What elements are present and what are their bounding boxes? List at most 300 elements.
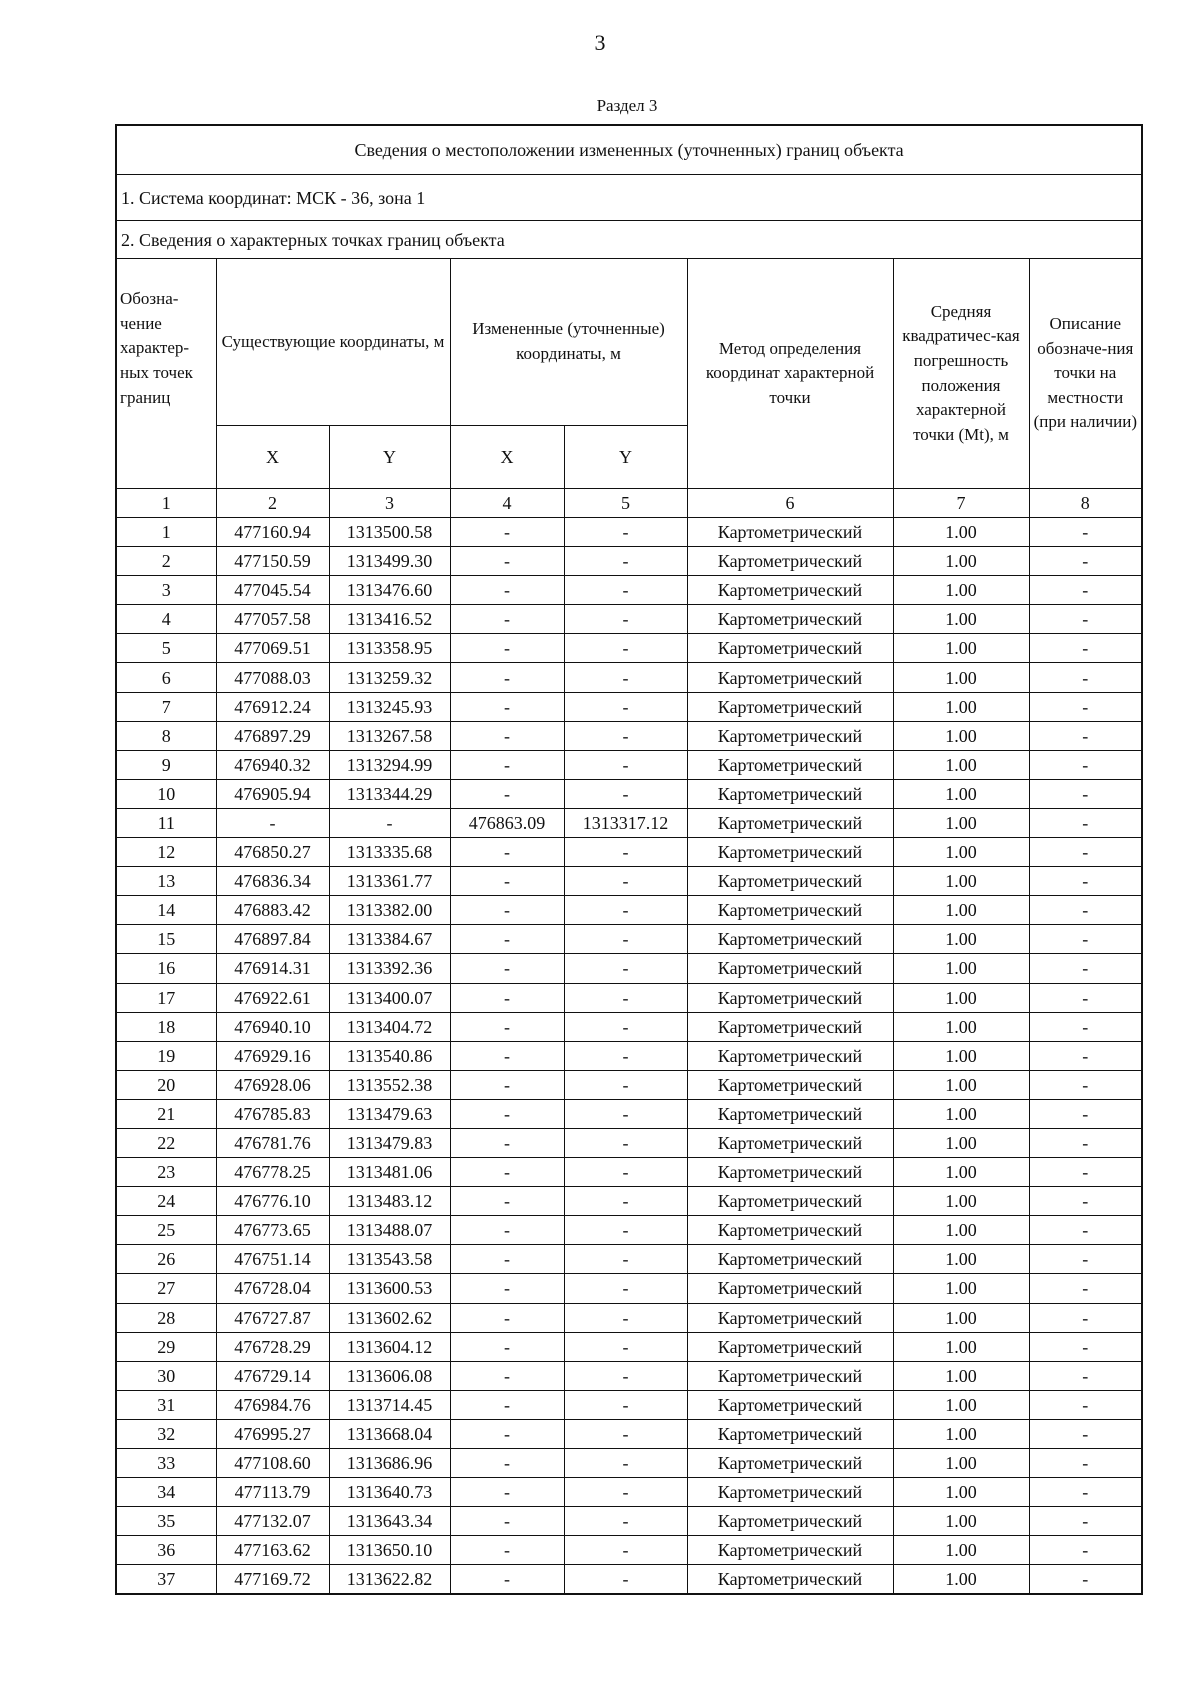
method-cell: Картометрический: [687, 925, 893, 954]
existing-y-cell: 1313245.93: [329, 692, 450, 721]
point-number-cell: 35: [116, 1507, 216, 1536]
description-cell: -: [1029, 634, 1142, 663]
changed-y-cell: 1313317.12: [564, 808, 687, 837]
description-cell: -: [1029, 1449, 1142, 1478]
table-row: [116, 925, 1142, 954]
existing-x-cell: 476984.76: [216, 1390, 329, 1419]
changed-y-cell: -: [564, 692, 687, 721]
changed-x-cell: -: [450, 1536, 564, 1565]
description-cell: -: [1029, 954, 1142, 983]
table-row: [116, 779, 1142, 808]
points-info: 2. Сведения о характерных точках границ объекта: [116, 221, 1142, 259]
table-row: [116, 605, 1142, 634]
changed-y-cell: -: [564, 547, 687, 576]
accuracy-cell: 1.00: [893, 1507, 1029, 1536]
point-number-cell: 23: [116, 1158, 216, 1187]
changed-y-cell: -: [564, 1449, 687, 1478]
accuracy-cell: 1.00: [893, 518, 1029, 547]
table-row: [116, 896, 1142, 925]
existing-y-cell: 1313540.86: [329, 1041, 450, 1070]
changed-x-cell: -: [450, 925, 564, 954]
boundary-points-table: [115, 124, 1143, 1595]
changed-y-cell: -: [564, 1361, 687, 1390]
changed-y-cell: -: [564, 1245, 687, 1274]
existing-x-cell: 477160.94: [216, 518, 329, 547]
accuracy-cell: 1.00: [893, 1128, 1029, 1157]
existing-x-cell: 477150.59: [216, 547, 329, 576]
existing-x-cell: 476751.14: [216, 1245, 329, 1274]
existing-x-cell: 476940.10: [216, 1012, 329, 1041]
changed-x-cell: -: [450, 838, 564, 867]
existing-y-cell: 1313267.58: [329, 721, 450, 750]
description-cell: -: [1029, 692, 1142, 721]
table-row: [116, 634, 1142, 663]
accuracy-cell: 1.00: [893, 808, 1029, 837]
existing-x-cell: 477113.79: [216, 1478, 329, 1507]
method-cell: Картометрический: [687, 1449, 893, 1478]
accuracy-cell: 1.00: [893, 605, 1029, 634]
changed-x-cell: -: [450, 547, 564, 576]
changed-x-cell: -: [450, 954, 564, 983]
point-number-cell: 24: [116, 1187, 216, 1216]
existing-y-cell: 1313483.12: [329, 1187, 450, 1216]
changed-x-cell: -: [450, 867, 564, 896]
method-cell: Картометрический: [687, 838, 893, 867]
changed-x-cell: -: [450, 576, 564, 605]
accuracy-cell: 1.00: [893, 692, 1029, 721]
changed-x-cell: -: [450, 983, 564, 1012]
description-cell: -: [1029, 896, 1142, 925]
existing-y-cell: 1313416.52: [329, 605, 450, 634]
accuracy-cell: 1.00: [893, 1216, 1029, 1245]
column-number: 7: [893, 489, 1029, 518]
table-row: [116, 954, 1142, 983]
method-cell: Картометрический: [687, 634, 893, 663]
changed-x-cell: -: [450, 663, 564, 692]
point-number-cell: 12: [116, 838, 216, 867]
existing-y-cell: 1313600.53: [329, 1274, 450, 1303]
changed-x-cell: -: [450, 750, 564, 779]
point-number-cell: 7: [116, 692, 216, 721]
changed-y-cell: -: [564, 634, 687, 663]
changed-x-cell: -: [450, 1158, 564, 1187]
page-number: 3: [594, 30, 606, 55]
point-number-cell: 28: [116, 1303, 216, 1332]
changed-y-cell: -: [564, 1478, 687, 1507]
table-row: [116, 1245, 1142, 1274]
table-row: [116, 838, 1142, 867]
existing-y-cell: 1313500.58: [329, 518, 450, 547]
accuracy-cell: 1.00: [893, 779, 1029, 808]
existing-x-cell: 476883.42: [216, 896, 329, 925]
point-number-cell: 26: [116, 1245, 216, 1274]
existing-x-cell: 476905.94: [216, 779, 329, 808]
point-number-cell: 25: [116, 1216, 216, 1245]
point-number-cell: 36: [116, 1536, 216, 1565]
description-cell: -: [1029, 750, 1142, 779]
existing-x-cell: 476728.04: [216, 1274, 329, 1303]
column-number: 6: [687, 489, 893, 518]
existing-y-cell: 1313259.32: [329, 663, 450, 692]
table-row: [116, 576, 1142, 605]
changed-y-cell: -: [564, 779, 687, 808]
changed-y-cell: -: [564, 605, 687, 634]
existing-y-cell: 1313640.73: [329, 1478, 450, 1507]
existing-y-cell: 1313476.60: [329, 576, 450, 605]
existing-y-cell: 1313604.12: [329, 1332, 450, 1361]
point-number-cell: 22: [116, 1128, 216, 1157]
existing-x-cell: 477088.03: [216, 663, 329, 692]
existing-x-cell: 477069.51: [216, 634, 329, 663]
table-row: [116, 1332, 1142, 1361]
table-row: [116, 750, 1142, 779]
method-cell: Картометрический: [687, 1216, 893, 1245]
accuracy-cell: 1.00: [893, 750, 1029, 779]
method-cell: Картометрический: [687, 721, 893, 750]
point-number-cell: 2: [116, 547, 216, 576]
changed-y-cell: -: [564, 954, 687, 983]
existing-x-cell: 476995.27: [216, 1419, 329, 1448]
existing-y-cell: 1313392.36: [329, 954, 450, 983]
changed-y-cell: -: [564, 1565, 687, 1595]
table-row: [116, 983, 1142, 1012]
accuracy-cell: 1.00: [893, 1012, 1029, 1041]
existing-x-cell: 477057.58: [216, 605, 329, 634]
column-number: 5: [564, 489, 687, 518]
point-number-cell: 4: [116, 605, 216, 634]
changed-y-cell: -: [564, 1128, 687, 1157]
accuracy-cell: 1.00: [893, 663, 1029, 692]
method-cell: Картометрический: [687, 692, 893, 721]
changed-x-cell: -: [450, 1070, 564, 1099]
changed-x-cell: -: [450, 779, 564, 808]
method-cell: Картометрический: [687, 1507, 893, 1536]
point-number-cell: 9: [116, 750, 216, 779]
changed-x-cell: -: [450, 896, 564, 925]
point-number-cell: 29: [116, 1332, 216, 1361]
method-cell: Картометрический: [687, 983, 893, 1012]
existing-y-cell: 1313686.96: [329, 1449, 450, 1478]
accuracy-cell: 1.00: [893, 1158, 1029, 1187]
accuracy-cell: 1.00: [893, 576, 1029, 605]
changed-y-cell: -: [564, 1099, 687, 1128]
changed-y-cell: -: [564, 1187, 687, 1216]
accuracy-cell: 1.00: [893, 1332, 1029, 1361]
point-number-cell: 31: [116, 1390, 216, 1419]
existing-x-cell: 477108.60: [216, 1449, 329, 1478]
accuracy-cell: 1.00: [893, 1070, 1029, 1099]
method-cell: Картометрический: [687, 1478, 893, 1507]
point-number-cell: 20: [116, 1070, 216, 1099]
changed-x-cell: -: [450, 1303, 564, 1332]
accuracy-cell: 1.00: [893, 1419, 1029, 1448]
table-row: [116, 1507, 1142, 1536]
accuracy-cell: 1.00: [893, 867, 1029, 896]
description-cell: -: [1029, 1536, 1142, 1565]
existing-x-cell: 476776.10: [216, 1187, 329, 1216]
header-description: Описание обозначе-ния точки на местности (при наличии): [1029, 259, 1142, 489]
existing-y-cell: 1313622.82: [329, 1565, 450, 1595]
header-existing-y: Y: [329, 426, 450, 489]
existing-y-cell: 1313404.72: [329, 1012, 450, 1041]
existing-y-cell: 1313606.08: [329, 1361, 450, 1390]
accuracy-cell: 1.00: [893, 1478, 1029, 1507]
changed-y-cell: -: [564, 663, 687, 692]
description-cell: -: [1029, 1419, 1142, 1448]
description-cell: -: [1029, 547, 1142, 576]
description-cell: -: [1029, 779, 1142, 808]
changed-x-cell: -: [450, 1274, 564, 1303]
changed-y-cell: -: [564, 983, 687, 1012]
existing-x-cell: 477163.62: [216, 1536, 329, 1565]
existing-x-cell: 476897.84: [216, 925, 329, 954]
column-numbers-row: [116, 489, 1142, 518]
table-row: [116, 721, 1142, 750]
changed-x-cell: -: [450, 1041, 564, 1070]
point-number-cell: 34: [116, 1478, 216, 1507]
method-cell: Картометрический: [687, 518, 893, 547]
existing-y-cell: 1313543.58: [329, 1245, 450, 1274]
method-cell: Картометрический: [687, 1274, 893, 1303]
method-cell: Картометрический: [687, 1012, 893, 1041]
changed-y-cell: -: [564, 576, 687, 605]
method-cell: Картометрический: [687, 750, 893, 779]
existing-x-cell: 476929.16: [216, 1041, 329, 1070]
point-number-cell: 27: [116, 1274, 216, 1303]
changed-y-cell: -: [564, 867, 687, 896]
point-number-cell: 14: [116, 896, 216, 925]
method-cell: Картометрический: [687, 1041, 893, 1070]
accuracy-cell: 1.00: [893, 1361, 1029, 1390]
changed-y-cell: -: [564, 896, 687, 925]
existing-y-cell: 1313400.07: [329, 983, 450, 1012]
accuracy-cell: 1.00: [893, 1099, 1029, 1128]
table-row: [116, 547, 1142, 576]
point-number-cell: 11: [116, 808, 216, 837]
description-cell: -: [1029, 1274, 1142, 1303]
header-changed-x: X: [450, 426, 564, 489]
accuracy-cell: 1.00: [893, 1187, 1029, 1216]
table-row: [116, 1478, 1142, 1507]
method-cell: Картометрический: [687, 1303, 893, 1332]
method-cell: Картометрический: [687, 605, 893, 634]
description-cell: -: [1029, 838, 1142, 867]
description-cell: -: [1029, 1478, 1142, 1507]
table-row: [116, 1419, 1142, 1448]
section-title: Раздел 3: [596, 96, 658, 115]
changed-x-cell: -: [450, 1216, 564, 1245]
changed-y-cell: -: [564, 925, 687, 954]
method-cell: Картометрический: [687, 954, 893, 983]
table-row: [116, 1274, 1142, 1303]
header-existing-x: X: [216, 426, 329, 489]
description-cell: -: [1029, 518, 1142, 547]
existing-x-cell: 476922.61: [216, 983, 329, 1012]
method-cell: Картометрический: [687, 779, 893, 808]
table-title: Сведения о местоположении измененных (уточненных) границ объекта: [116, 125, 1142, 175]
existing-x-cell: 476785.83: [216, 1099, 329, 1128]
point-number-cell: 3: [116, 576, 216, 605]
description-cell: -: [1029, 925, 1142, 954]
existing-y-cell: 1313344.29: [329, 779, 450, 808]
accuracy-cell: 1.00: [893, 1565, 1029, 1595]
existing-x-cell: 476914.31: [216, 954, 329, 983]
point-number-cell: 8: [116, 721, 216, 750]
changed-y-cell: -: [564, 838, 687, 867]
existing-y-cell: 1313714.45: [329, 1390, 450, 1419]
changed-x-cell: -: [450, 1565, 564, 1595]
method-cell: Картометрический: [687, 1099, 893, 1128]
header-accuracy: Средняя квадратичес-кая погрешность положения характерной точки (Mt), м: [893, 259, 1029, 489]
accuracy-cell: 1.00: [893, 1390, 1029, 1419]
method-cell: Картометрический: [687, 1128, 893, 1157]
existing-x-cell: 476940.32: [216, 750, 329, 779]
header-method: Метод определения координат характерной точки: [687, 259, 893, 489]
changed-x-cell: -: [450, 1419, 564, 1448]
description-cell: -: [1029, 605, 1142, 634]
table-row: [116, 1070, 1142, 1099]
table-row: [116, 867, 1142, 896]
accuracy-cell: 1.00: [893, 896, 1029, 925]
changed-x-cell: -: [450, 1361, 564, 1390]
changed-x-cell: -: [450, 1449, 564, 1478]
existing-y-cell: 1313358.95: [329, 634, 450, 663]
description-cell: -: [1029, 1390, 1142, 1419]
description-cell: -: [1029, 1303, 1142, 1332]
accuracy-cell: 1.00: [893, 1274, 1029, 1303]
changed-y-cell: -: [564, 721, 687, 750]
existing-x-cell: 476836.34: [216, 867, 329, 896]
existing-x-cell: 476912.24: [216, 692, 329, 721]
existing-y-cell: 1313643.34: [329, 1507, 450, 1536]
header-designation: Обозна-чение характер-ных точек границ: [116, 259, 216, 489]
changed-y-cell: -: [564, 1507, 687, 1536]
point-number-cell: 6: [116, 663, 216, 692]
method-cell: Картометрический: [687, 1332, 893, 1361]
table-row: [116, 808, 1142, 837]
accuracy-cell: 1.00: [893, 1449, 1029, 1478]
table-row: [116, 518, 1142, 547]
existing-x-cell: 477169.72: [216, 1565, 329, 1595]
changed-y-cell: -: [564, 750, 687, 779]
changed-y-cell: -: [564, 1070, 687, 1099]
accuracy-cell: 1.00: [893, 1245, 1029, 1274]
point-number-cell: 32: [116, 1419, 216, 1448]
table-row: [116, 1187, 1142, 1216]
method-cell: Картометрический: [687, 867, 893, 896]
point-number-cell: 5: [116, 634, 216, 663]
existing-y-cell: 1313481.06: [329, 1158, 450, 1187]
changed-x-cell: -: [450, 1187, 564, 1216]
changed-y-cell: -: [564, 1419, 687, 1448]
changed-x-cell: -: [450, 518, 564, 547]
description-cell: -: [1029, 1158, 1142, 1187]
existing-y-cell: 1313650.10: [329, 1536, 450, 1565]
table-row: [116, 1012, 1142, 1041]
changed-y-cell: -: [564, 1536, 687, 1565]
changed-y-cell: -: [564, 518, 687, 547]
existing-x-cell: 476850.27: [216, 838, 329, 867]
changed-x-cell: -: [450, 1012, 564, 1041]
column-number: 4: [450, 489, 564, 518]
column-number: 3: [329, 489, 450, 518]
existing-y-cell: 1313499.30: [329, 547, 450, 576]
existing-y-cell: 1313668.04: [329, 1419, 450, 1448]
changed-x-cell: -: [450, 1245, 564, 1274]
changed-y-cell: -: [564, 1041, 687, 1070]
accuracy-cell: 1.00: [893, 1041, 1029, 1070]
changed-y-cell: -: [564, 1303, 687, 1332]
point-number-cell: 37: [116, 1565, 216, 1595]
existing-y-cell: 1313361.77: [329, 867, 450, 896]
existing-x-cell: 476897.29: [216, 721, 329, 750]
table-row: [116, 1390, 1142, 1419]
table-row: [116, 663, 1142, 692]
header-existing-coords: Существующие координаты, м: [216, 259, 450, 426]
existing-y-cell: 1313382.00: [329, 896, 450, 925]
existing-x-cell: -: [216, 808, 329, 837]
existing-x-cell: 477132.07: [216, 1507, 329, 1536]
existing-x-cell: 476928.06: [216, 1070, 329, 1099]
description-cell: -: [1029, 1041, 1142, 1070]
changed-x-cell: -: [450, 721, 564, 750]
method-cell: Картометрический: [687, 663, 893, 692]
point-number-cell: 13: [116, 867, 216, 896]
point-number-cell: 33: [116, 1449, 216, 1478]
existing-y-cell: 1313488.07: [329, 1216, 450, 1245]
existing-x-cell: 476728.29: [216, 1332, 329, 1361]
changed-x-cell: 476863.09: [450, 808, 564, 837]
existing-y-cell: 1313294.99: [329, 750, 450, 779]
point-number-cell: 16: [116, 954, 216, 983]
method-cell: Картометрический: [687, 1536, 893, 1565]
changed-x-cell: -: [450, 605, 564, 634]
column-number: 2: [216, 489, 329, 518]
accuracy-cell: 1.00: [893, 1536, 1029, 1565]
table-row: [116, 1565, 1142, 1595]
existing-x-cell: 477045.54: [216, 576, 329, 605]
accuracy-cell: 1.00: [893, 547, 1029, 576]
table-row: [116, 1099, 1142, 1128]
header-changed-coords: Измененные (уточненные) координаты, м: [450, 259, 687, 426]
existing-x-cell: 476781.76: [216, 1128, 329, 1157]
method-cell: Картометрический: [687, 576, 893, 605]
method-cell: Картометрический: [687, 1565, 893, 1595]
existing-y-cell: 1313602.62: [329, 1303, 450, 1332]
method-cell: Картометрический: [687, 1419, 893, 1448]
table-row: [116, 692, 1142, 721]
changed-y-cell: -: [564, 1274, 687, 1303]
description-cell: -: [1029, 1332, 1142, 1361]
table-row: [116, 1449, 1142, 1478]
description-cell: -: [1029, 1361, 1142, 1390]
table-row: [116, 1303, 1142, 1332]
method-cell: Картометрический: [687, 1390, 893, 1419]
changed-y-cell: -: [564, 1012, 687, 1041]
changed-y-cell: -: [564, 1390, 687, 1419]
changed-x-cell: -: [450, 1128, 564, 1157]
description-cell: -: [1029, 663, 1142, 692]
existing-y-cell: 1313479.63: [329, 1099, 450, 1128]
method-cell: Картометрический: [687, 1245, 893, 1274]
header-changed-y: Y: [564, 426, 687, 489]
existing-y-cell: 1313552.38: [329, 1070, 450, 1099]
accuracy-cell: 1.00: [893, 838, 1029, 867]
accuracy-cell: 1.00: [893, 721, 1029, 750]
changed-x-cell: -: [450, 1507, 564, 1536]
changed-x-cell: -: [450, 1332, 564, 1361]
table-row: [116, 1536, 1142, 1565]
